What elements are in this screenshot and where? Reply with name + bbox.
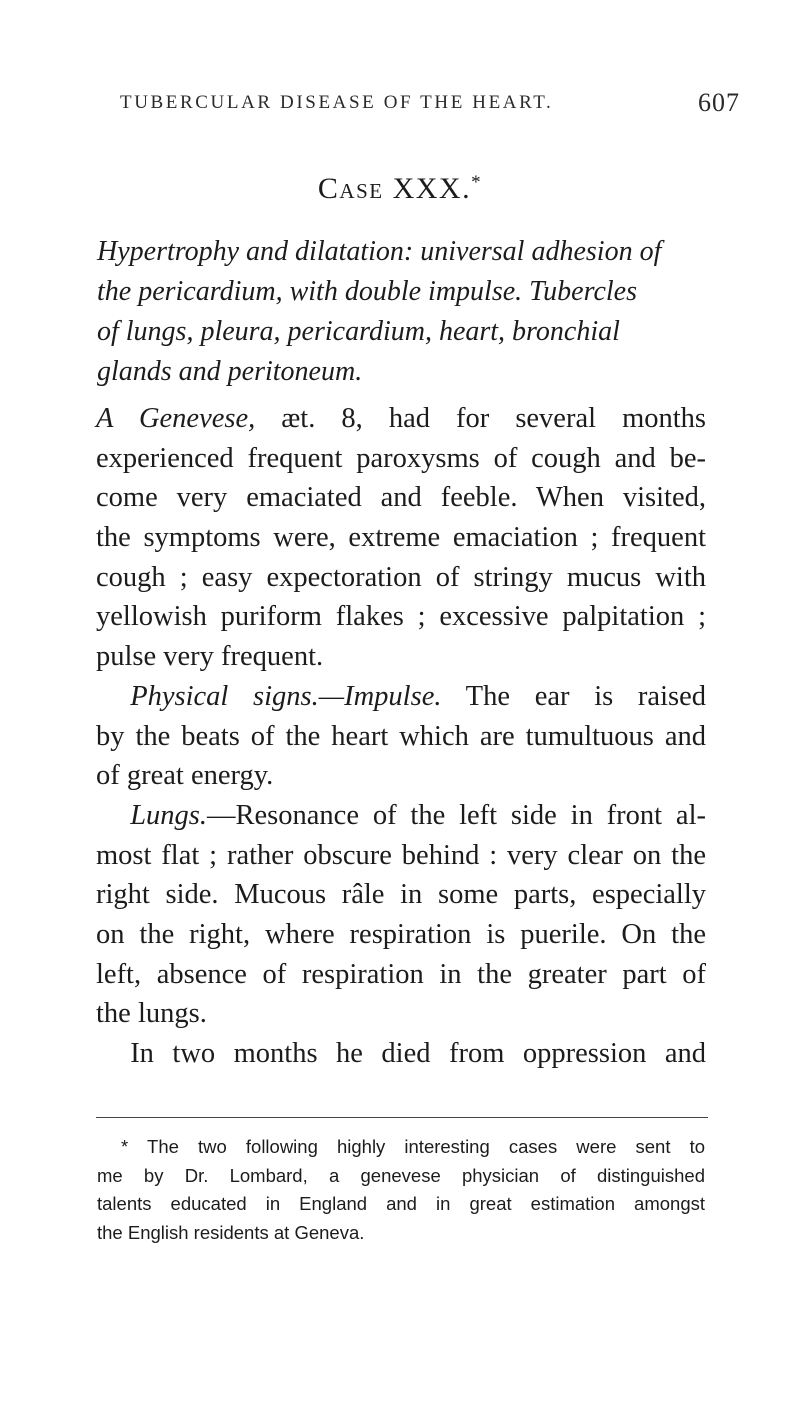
body-line: experienced frequent paroxysms of cough and be- [96, 442, 706, 474]
body-line: yellowish puriform flakes ; excessive palpitation ; [96, 601, 706, 633]
body-line: Lungs.—Resonance of the left side in front al- [130, 799, 706, 831]
body-line: of great energy. [96, 760, 274, 792]
section-heading-physical-signs: Physical signs.—Impulse. [130, 680, 442, 712]
section-heading-lungs: Lungs. [130, 799, 208, 831]
footnote-rule [96, 1117, 708, 1118]
body-line: pulse very frequent. [96, 641, 324, 673]
subtitle-line: Hypertrophy and dilatation: universal adhesion of [97, 236, 662, 267]
body-line: come very emaciated and feeble. When visited, [96, 482, 706, 514]
running-head-title: TUBERCULAR DISEASE OF THE HEART. [120, 92, 554, 113]
body-line: most flat ; rather obscure behind : very clear on the [96, 839, 706, 871]
footnote-line: me by Dr. Lombard, a genevese physician of distinguished [97, 1164, 705, 1186]
body-line: Physical signs.—Impulse. The ear is raised [130, 680, 706, 712]
body-line: In two months he died from oppression and [130, 1038, 706, 1069]
footnote [97, 1133, 705, 1247]
footnote-line: the English residents at Geneva. [97, 1221, 365, 1243]
page-number: 607 [698, 88, 740, 117]
body-line: on the right, where respiration is puerile. On the [96, 918, 706, 950]
body-line: the symptoms were, extreme emaciation ; frequent [96, 522, 706, 554]
subtitle-line: glands and peritoneum. [97, 356, 363, 387]
body-line: left, absence of respiration in the greater part of [96, 958, 706, 990]
running-head [0, 88, 800, 118]
case-subtitle [97, 232, 717, 392]
case-body [96, 399, 706, 1074]
footnote-line: * The two following highly interesting cases were sent to [121, 1136, 705, 1157]
case-heading-text: Case XXX. [317, 172, 472, 205]
subtitle-line: the pericardium, with double impulse. Tubercles [97, 276, 637, 307]
case-heading [0, 172, 800, 206]
body-line: by the beats of the heart which are tumultuous and [96, 720, 706, 752]
body-line: the lungs. [96, 998, 207, 1030]
footnote-marker: * [471, 172, 483, 193]
body-line: cough ; easy expectoration of stringy mucus with [96, 561, 706, 593]
subtitle-line: of lungs, pleura, pericardium, heart, bronchial [97, 316, 620, 347]
body-line: A Genevese, æt. 8, had for several months [96, 403, 706, 434]
patient-intro: A Genevese, [96, 403, 256, 434]
footnote-line: talents educated in England and in great estimation amongst [97, 1193, 705, 1214]
body-line: right side. Mucous râle in some parts, especially [96, 879, 706, 911]
